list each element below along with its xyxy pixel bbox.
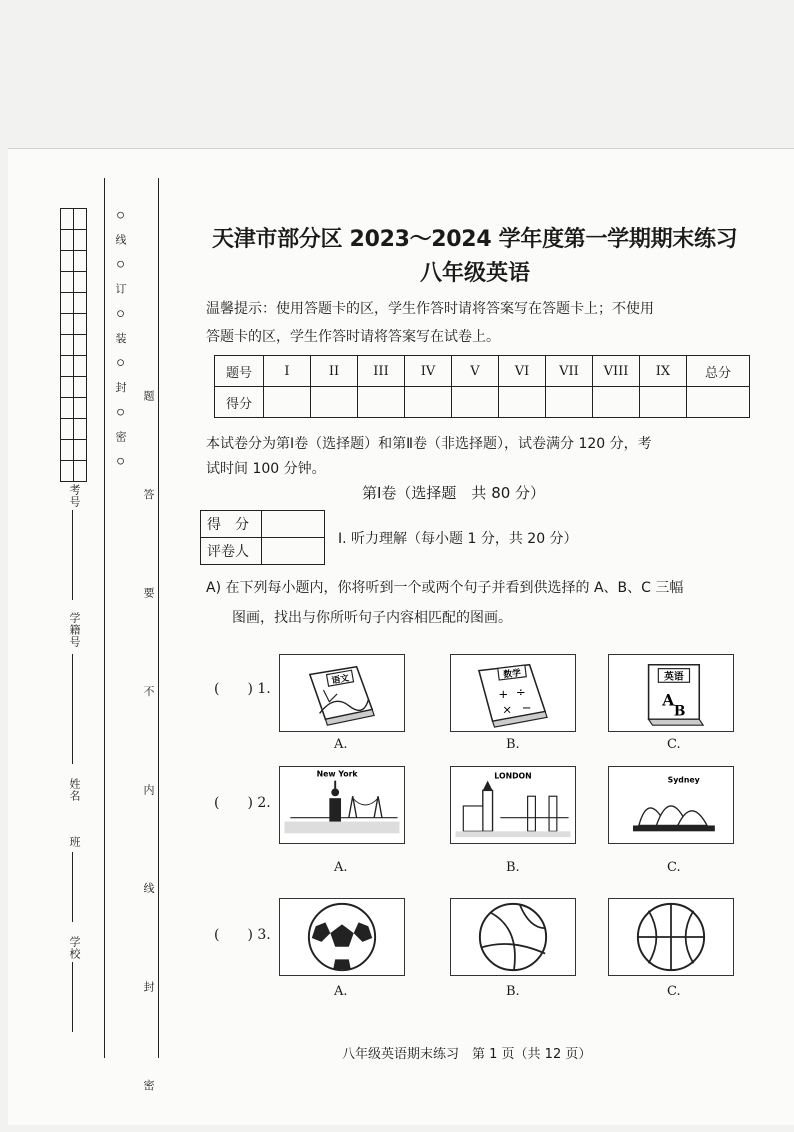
score-cell[interactable] — [593, 387, 640, 418]
score-cell[interactable] — [687, 387, 750, 418]
score-table-header-number: 题号 — [215, 356, 264, 387]
instruction-line-2: 图画，找出与你所听句子内容相匹配的图画。 — [232, 610, 512, 626]
grader-table — [200, 510, 325, 565]
score-cell[interactable] — [405, 387, 452, 418]
svg-text:+: + — [498, 686, 509, 701]
svg-text:A: A — [662, 690, 675, 710]
svg-text:÷: ÷ — [515, 684, 526, 699]
q1-option-a-label: A. — [334, 737, 348, 752]
q3-option-c-image[interactable] — [608, 898, 734, 976]
school-underline — [72, 962, 73, 1032]
q3-option-b-label: B. — [506, 984, 520, 999]
label-student-number: 学籍号 — [68, 612, 81, 648]
exam-number-grid — [60, 208, 87, 482]
question-1-number: ( ) 1. — [214, 681, 271, 697]
score-table-header-score: 得分 — [215, 387, 264, 418]
score-cell[interactable] — [264, 387, 311, 418]
part-title: Ⅰ. 听力理解（每小题 1 分，共 20 分） — [338, 531, 578, 547]
exam-number-underline — [72, 510, 73, 600]
grader-score-label: 得 分 — [201, 511, 262, 538]
city-label-new-york: New York — [316, 769, 358, 779]
intro-line-1: 本试卷分为第Ⅰ卷（选择题）和第Ⅱ卷（非选择题），试卷满分 120 分，考 — [206, 436, 652, 452]
score-cell[interactable] — [546, 387, 593, 418]
score-cell[interactable] — [452, 387, 499, 418]
grader-name-cell[interactable] — [262, 538, 325, 565]
grader-score-cell[interactable] — [262, 511, 325, 538]
grader-name-label: 评卷人 — [201, 538, 262, 565]
intro-line-2: 试时间 100 分钟。 — [206, 461, 326, 477]
book-label-english: 英语 — [664, 671, 684, 683]
seal-instruction-text: 题 答 要 不 内 线 封 密 — [142, 390, 155, 1132]
svg-text:−: − — [521, 700, 532, 715]
page-footer: 八年级英语期末练习 第 1 页（共 12 页） — [342, 1047, 592, 1062]
score-col-5: V — [452, 356, 499, 387]
label-school: 学校 — [68, 936, 81, 960]
question-3-number: ( ) 3. — [214, 927, 271, 943]
q3-option-b-image[interactable] — [450, 898, 576, 976]
q1-option-b-image[interactable] — [450, 654, 576, 732]
q2-option-b-image[interactable] — [450, 766, 576, 844]
cut-line-text: ○ 线 ○ 订 ○ 装 ○ 封 ○ 密 ○ — [114, 208, 127, 471]
score-col-9: IX — [640, 356, 687, 387]
q3-option-a-image[interactable] — [279, 898, 405, 976]
score-col-7: VII — [546, 356, 593, 387]
book-label-chinese: 语文 — [330, 673, 350, 687]
score-col-4: IV — [405, 356, 452, 387]
score-col-total: 总分 — [687, 356, 750, 387]
tips-line-2: 答题卡的区，学生作答时请将答案写在试卷上。 — [206, 329, 500, 345]
question-2-number: ( ) 2. — [214, 795, 271, 811]
binding-line-right — [158, 178, 159, 1058]
q3-option-a-label: A. — [334, 984, 348, 999]
city-label-sydney: Sydney — [667, 775, 700, 785]
student-number-underline — [72, 654, 73, 764]
book-label-math: 数学 — [502, 668, 522, 681]
svg-text:×: × — [502, 702, 513, 717]
label-class: 班 — [68, 836, 81, 848]
tips-line-1: 温馨提示：使用答题卡的区，学生作答时请将答案写在答题卡上；不使用 — [206, 301, 654, 317]
label-name: 姓名 — [68, 778, 81, 802]
q1-option-c-label: C. — [667, 737, 681, 752]
section-title: 第Ⅰ卷（选择题 共 80 分） — [362, 484, 546, 502]
score-cell[interactable] — [499, 387, 546, 418]
exam-title: 天津市部分区 2023～2024 学年度第一学期期末练习 — [212, 227, 738, 252]
score-cell[interactable] — [311, 387, 358, 418]
class-underline — [72, 852, 73, 922]
q2-option-c-label: C. — [667, 860, 681, 875]
score-col-6: VI — [499, 356, 546, 387]
score-col-8: VIII — [593, 356, 640, 387]
score-col-3: III — [358, 356, 405, 387]
q2-option-a-label: A. — [334, 860, 348, 875]
score-cell[interactable] — [358, 387, 405, 418]
q1-option-b-label: B. — [506, 737, 520, 752]
q2-option-b-label: B. — [506, 860, 520, 875]
label-exam-number: 考号 — [68, 484, 81, 508]
instruction-line-1: A) 在下列每小题内，你将听到一个或两个句子并看到供选择的 A、B、C 三幅 — [206, 580, 684, 596]
score-col-1: I — [264, 356, 311, 387]
svg-text:B: B — [673, 703, 686, 720]
binding-line-left — [104, 178, 105, 1058]
q2-option-c-image[interactable] — [608, 766, 734, 844]
q2-option-a-image[interactable] — [279, 766, 405, 844]
score-table — [214, 355, 750, 418]
q1-option-a-image[interactable] — [279, 654, 405, 732]
city-label-london: LONDON — [494, 771, 532, 781]
q1-option-c-image[interactable] — [608, 654, 734, 732]
exam-subtitle: 八年级英语 — [420, 261, 531, 286]
q3-option-c-label: C. — [667, 984, 681, 999]
score-cell[interactable] — [640, 387, 687, 418]
score-col-2: II — [311, 356, 358, 387]
